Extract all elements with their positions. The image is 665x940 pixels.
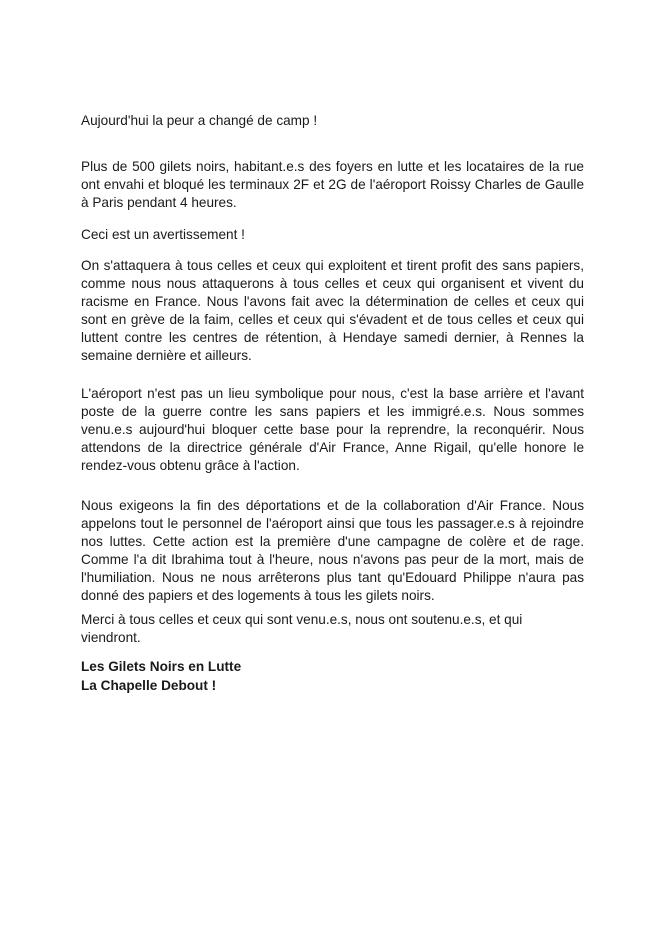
paragraph-demands: Nous exigeons la fin des déportations et de la collaboration d'Air France. Nous appelons tout le personnel de l'aéroport ainsi que tous les passager.e.s à rejoindre nos luttes. Cette action est la première d'une campagne de colère et de rage. Comme l'a dit Ibrahima tout à l'heure, nous n'avons pas peur de la mort, mais de l'humiliation. Nous ne nous arrêterons plus tant qu'Edouard Philippe n'aura pas donné des papiers et des logements à tous les gilets noirs. xyxy=(81,498,584,603)
paragraph-attack: On s'attaquera à tous celles et ceux qui exploitent et tirent profit des sans papiers, comme nous nous attaquerons à tous celles et ceux qui organisent et vivent du racisme en France. Nous l'avons fait avec la détermination de celles et ceux qui sont en grève de la faim, celles et ceux qui s'évadent et de tous celles et ceux qui luttent contre les centres de rétention, à Hendaye samedi dernier, à Rennes la semaine dernière et ailleurs. xyxy=(81,258,584,363)
signature-line-1: Les Gilets Noirs en Lutte xyxy=(81,659,242,674)
paragraph-occupation: Plus de 500 gilets noirs, habitant.e.s des foyers en lutte et les locataires de la rue ont envahi et bloqué les terminaux 2F et 2G de l'aéroport Roissy Charles de Gaulle à Paris pendant 4 heures. xyxy=(81,159,584,210)
document-heading: Aujourd'hui la peur a changé de camp ! xyxy=(81,113,318,128)
paragraph-warning: Ceci est un avertissement ! xyxy=(81,227,245,242)
paragraph-thanks: Merci à tous celles et ceux qui sont venu.e.s, nous ont soutenu.e.s, et qui viendront. xyxy=(81,612,523,645)
paragraph-airport: L'aéroport n'est pas un lieu symbolique pour nous, c'est la base arrière et l'avant poste de la guerre contre les sans papiers et les immigré.e.s. Nous sommes venu.e.s aujourd'hui bloquer cette base pour la reprendre, la reconquérir. Nous attendons de la directrice générale d'Air France, Anne Rigail, qu'elle honore le rendez-vous obtenu grâce à l'action. xyxy=(81,386,584,473)
signature-line-2: La Chapelle Debout ! xyxy=(81,678,217,693)
